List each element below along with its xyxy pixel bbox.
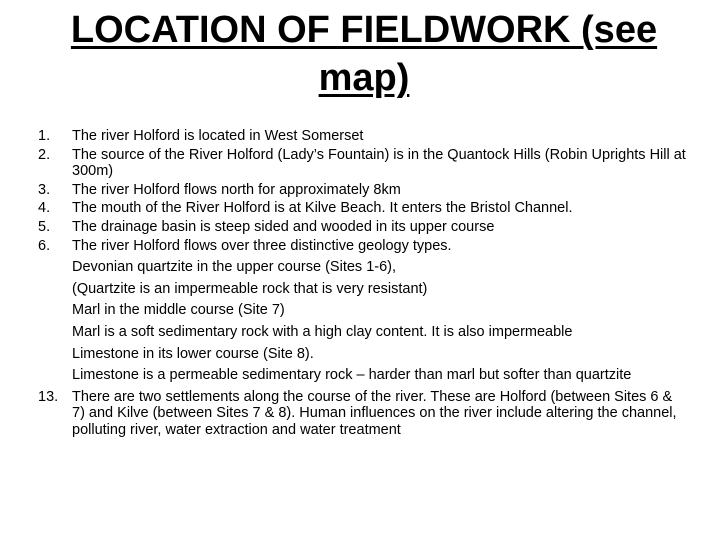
item-text: Limestone in its lower course (Site 8). [72,345,314,362]
fieldwork-list [38,128,688,441]
list-item-4 [38,200,688,217]
list-item-1 [38,128,688,145]
item-text: The source of the River Holford (Lady’s Fountain) is in the Quantock Hills (Robin Uprights Hill at 300m) [72,146,686,180]
list-item-5 [38,219,688,236]
item-number: 13. [38,388,59,405]
item-number: 1. [38,128,51,144]
list-item-9 [38,302,688,319]
item-text: Devonian quartzite in the upper course (Sites 1-6), [72,259,397,276]
list-item-7 [38,259,688,276]
list-item-3 [38,182,688,199]
item-number: 6. [38,237,51,254]
item-number: 3. [38,181,51,198]
item-text: The river Holford is located in West Somerset [72,128,364,144]
item-text: The river Holford flows over three distinctive geology types. [72,237,452,254]
item-text: Marl in the middle course (Site 7) [72,302,285,319]
item-text: The mouth of the River Holford is at Kilve Beach. It enters the Bristol Channel. [72,200,573,217]
list-item-8 [38,281,688,298]
list-item-10 [38,324,688,341]
item-text: The river Holford flows north for approximately 8km [72,181,401,198]
item-text: There are two settlements along the course of the river. These are Holford (between Sites 6 & 7) and Kilve (between Sites 7 & 8). Human influences on the river include altering the channel, polluting river, water extraction and water treatment [72,388,677,438]
list-item-11 [38,346,688,363]
item-number: 5. [38,218,51,235]
item-text: Limestone is a permeable sedimentary rock – harder than marl but softer than quartzite [72,367,632,384]
slide-title: LOCATION OF FIELDWORK (see map) [70,9,658,99]
item-text: (Quartzite is an impermeable rock that is very resistant) [72,280,428,297]
list-item-2 [38,147,688,180]
list-item-13 [38,389,688,439]
item-number: 4. [38,200,51,217]
item-number: 2. [38,146,51,163]
item-text: Marl is a soft sedimentary rock with a high clay content. It is also impermeable [72,323,573,340]
item-text: The drainage basin is steep sided and wooded in its upper course [72,218,495,235]
list-item-12 [38,367,688,384]
list-item-6 [38,238,688,255]
